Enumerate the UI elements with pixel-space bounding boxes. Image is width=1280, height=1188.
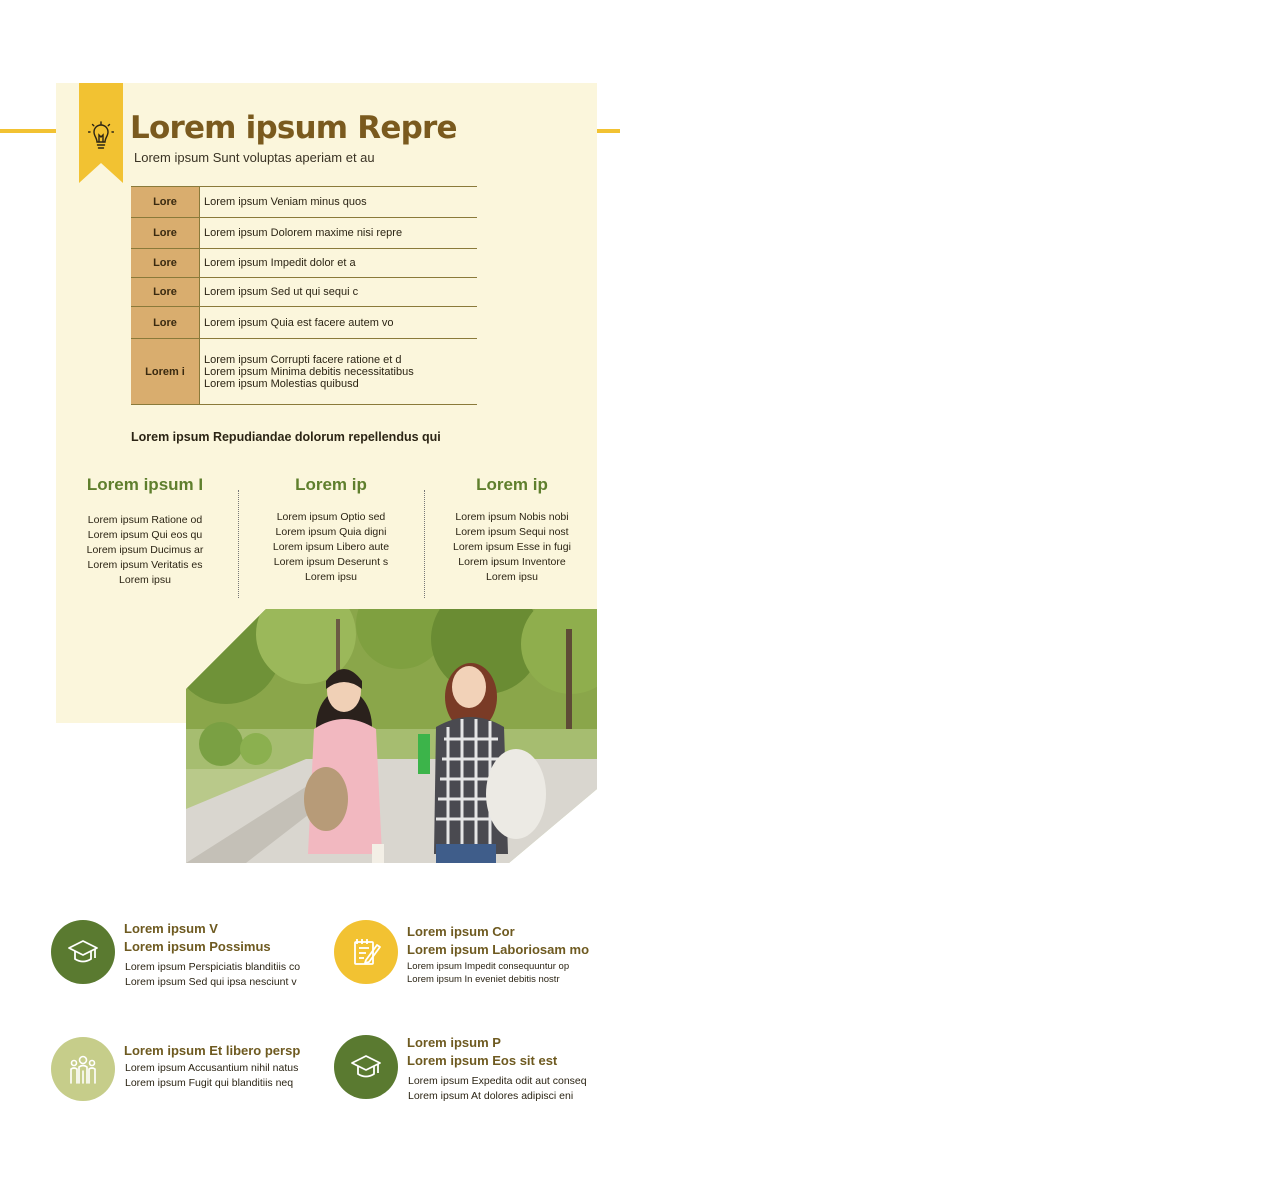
table-row xyxy=(131,307,477,339)
column-heading: Lorem ipsum I xyxy=(86,475,204,494)
column-divider xyxy=(238,490,239,598)
column-line: Lorem ipsu xyxy=(305,571,357,583)
feature-4-desc: Lorem ipsum Expedita odit aut conseq Lorem ipsum At dolores adipisci eni xyxy=(408,1075,587,1102)
table-row xyxy=(131,339,477,405)
table-value: Lorem ipsum Veniam minus quos xyxy=(200,187,478,218)
students-photo xyxy=(186,609,597,863)
info-column-2 xyxy=(256,475,406,585)
table-key: Lore xyxy=(131,249,200,278)
table-value-line: Lorem ipsum Molestias quibusd xyxy=(204,377,359,390)
page-subtitle: Lorem ipsum Sunt voluptas aperiam et au xyxy=(134,150,375,165)
column-line: Lorem ipsum Libero aute xyxy=(272,541,390,553)
feature-4-badge xyxy=(334,1035,398,1099)
spec-table xyxy=(131,186,477,405)
table-key: Lore xyxy=(131,218,200,249)
graduation-cap-icon xyxy=(350,1051,382,1083)
info-column-1 xyxy=(70,475,220,588)
column-line: Lorem ipsum Inventore xyxy=(458,556,566,568)
column-line: Lorem ipsum Qui eos qu xyxy=(87,529,203,541)
column-line: Lorem ipsum Esse in fugi xyxy=(453,541,571,553)
column-line: Lorem ipsum Ducimus ar xyxy=(86,544,204,556)
column-heading: Lorem ip xyxy=(295,475,367,494)
column-line: Lorem ipsum Deserunt s xyxy=(273,556,389,568)
accent-rule-left xyxy=(0,129,56,133)
table-key: Lore xyxy=(131,307,200,339)
column-line: Lorem ipsum Optio sed xyxy=(276,511,386,523)
table-row xyxy=(131,218,477,249)
column-line: Lorem ipsu xyxy=(486,571,538,583)
column-line: Lorem ipsum Quia digni xyxy=(275,526,387,538)
notepad-pencil-icon xyxy=(350,936,382,968)
feature-2-badge xyxy=(334,920,398,984)
table-value: Lorem ipsum Dolorem maxime nisi repre xyxy=(200,218,478,249)
table-value-line: Lorem ipsum Minima debitis necessitatibus xyxy=(204,365,414,378)
table-value: Lorem ipsum Quia est facere autem vo xyxy=(200,307,478,339)
feature-2-title: Lorem ipsum Cor Lorem ipsum Laboriosam mo xyxy=(407,924,590,957)
column-line: Lorem ipsum Veritatis es xyxy=(87,559,203,571)
page-title: Lorem ipsum Repre xyxy=(130,110,457,146)
column-heading: Lorem ip xyxy=(476,475,548,494)
column-line: Lorem ipsum Sequi nost xyxy=(455,526,569,538)
table-key: Lore xyxy=(131,278,200,307)
feature-4-title: Lorem ipsum P Lorem ipsum Eos sit est xyxy=(407,1035,558,1068)
feature-1-title: Lorem ipsum V Lorem ipsum Possimus xyxy=(124,921,271,954)
table-value xyxy=(200,339,478,405)
feature-3-desc: Lorem ipsum Accusantium nihil natus Lorem ipsum Fugit qui blanditiis neq xyxy=(125,1062,299,1089)
column-line: Lorem ipsu xyxy=(119,574,171,586)
feature-1-desc: Lorem ipsum Perspiciatis blanditiis co Lorem ipsum Sed qui ipsa nesciunt v xyxy=(125,961,301,988)
bold-note: Lorem ipsum Repudiandae dolorum repellendus qui xyxy=(131,430,441,444)
table-key: Lore xyxy=(131,187,200,218)
table-row xyxy=(131,187,477,218)
table-value: Lorem ipsum Sed ut qui sequi c xyxy=(200,278,478,307)
lightbulb-icon xyxy=(88,121,114,151)
table-row xyxy=(131,249,477,278)
column-line: Lorem ipsum Ratione od xyxy=(87,514,203,526)
feature-3-badge xyxy=(51,1037,115,1101)
graduation-cap-icon xyxy=(67,936,99,968)
column-line: Lorem ipsum Nobis nobi xyxy=(455,511,569,523)
table-key: Lorem i xyxy=(131,339,200,405)
group-people-icon xyxy=(67,1053,99,1085)
feature-2-desc: Lorem ipsum Impedit consequuntur op Lorem ipsum In eveniet debitis nostr xyxy=(407,961,570,985)
accent-rule-right xyxy=(597,129,620,133)
info-column-3 xyxy=(437,475,587,585)
table-value: Lorem ipsum Impedit dolor et a xyxy=(200,249,478,278)
table-row xyxy=(131,278,477,307)
feature-3-title: Lorem ipsum Et libero persp xyxy=(124,1043,301,1058)
column-divider xyxy=(424,490,425,598)
table-value-line: Lorem ipsum Corrupti facere ratione et d xyxy=(204,353,402,366)
feature-1-badge xyxy=(51,920,115,984)
